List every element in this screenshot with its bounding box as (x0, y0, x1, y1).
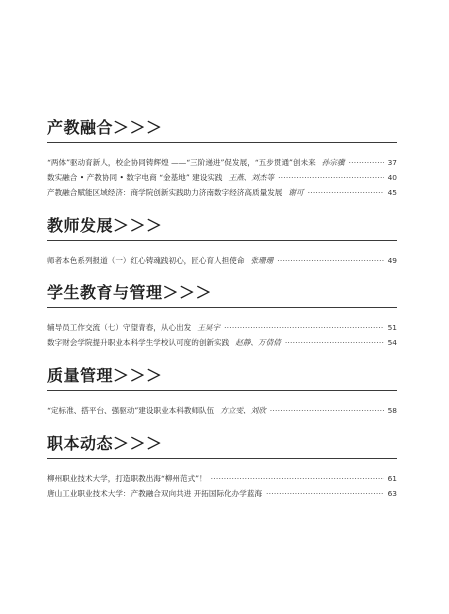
entry-author: 赵静、万倩倩 (235, 338, 281, 347)
section-title: 教师发展＞＞＞ (47, 216, 163, 235)
toc-entry[interactable] (47, 170, 397, 185)
entry-title: 数实融合 • 产教协同 • 数字电商 “金基地” 建设实践 (47, 173, 223, 182)
dot-leader (277, 253, 383, 268)
entry-title: “定标准、搭平台、强驱动”建设职业本科教师队伍 (47, 406, 215, 415)
toc-entry-list (47, 471, 397, 501)
entry-page-number: 51 (387, 323, 397, 332)
entry-page-number: 45 (387, 188, 397, 197)
section-title: 学生教育与管理＞＞＞ (47, 283, 213, 302)
section-industry-education (47, 118, 397, 200)
dot-leader (211, 471, 384, 486)
section-divider (47, 142, 397, 143)
section-title: 职本动态＞＞＞ (47, 434, 163, 453)
entry-author: 孙宗骥 (321, 158, 345, 167)
entry-title: 师者本色系列报道（一）红心铸魂践初心，匠心育人担使命 (47, 256, 245, 265)
section-divider (47, 240, 397, 241)
entry-author: 王昊宇 (197, 323, 221, 332)
section-divider (47, 458, 397, 459)
toc-entry-list (47, 320, 397, 350)
toc-entry-list (47, 253, 397, 268)
entry-page-number: 40 (387, 173, 397, 182)
toc-entry[interactable] (47, 253, 397, 268)
toc-entry[interactable] (47, 320, 397, 335)
entry-author: 王燕、刘杰等 (228, 173, 275, 182)
section-divider (47, 390, 397, 391)
entry-author: 张珊珊 (250, 256, 274, 265)
dot-leader (266, 486, 384, 501)
entry-title: 唐山工业职业技术大学：产教融合双向共进 开拓国际化办学蓝海 (47, 489, 263, 498)
section-teacher-development (47, 216, 397, 268)
toc-entry-list (47, 155, 397, 200)
entry-page-number: 58 (387, 406, 397, 415)
dot-leader (278, 170, 384, 185)
entry-page-number: 63 (387, 489, 397, 498)
toc-entry[interactable] (47, 185, 397, 200)
dot-leader (348, 155, 383, 170)
entry-page-number: 61 (387, 474, 397, 483)
entry-title: “两体”驱动育新人，校企协同铸辉煌 ——“三阶递进”促发展，“五步贯通”创未来 (47, 158, 316, 167)
section-vocational-news (47, 434, 397, 501)
section-title: 质量管理＞＞＞ (47, 366, 163, 385)
entry-author: 谢可 (288, 188, 304, 197)
section-quality-management (47, 366, 397, 418)
dot-leader (270, 403, 384, 418)
toc-entry[interactable] (47, 486, 397, 501)
toc-entry[interactable] (47, 471, 397, 486)
entry-author: 方立雯、刘欣 (220, 406, 266, 415)
entry-title: 辅导员工作交流（七）守望青春，从心出发 (47, 323, 192, 332)
dot-leader (308, 185, 384, 200)
entry-page-number: 49 (387, 256, 397, 265)
toc-entry[interactable] (47, 155, 397, 170)
section-divider (47, 307, 397, 308)
dot-leader (224, 320, 384, 335)
entry-title: 产教融合赋能区域经济：商学院创新实践助力济南数字经济高质量发展 (47, 188, 283, 197)
section-student-education (47, 283, 397, 350)
dot-leader (285, 335, 384, 350)
section-title: 产教融合＞＞＞ (47, 118, 163, 137)
toc-entry-list (47, 403, 397, 418)
toc-entry[interactable] (47, 335, 397, 350)
toc-entry[interactable] (47, 403, 397, 418)
entry-title: 柳州职业技术大学，打造职教出海“柳州范式”！ (47, 474, 207, 483)
entry-title: 数字财会学院提升职业本科学生学校认可度的创新实践 (47, 338, 230, 347)
entry-page-number: 37 (387, 158, 397, 167)
entry-page-number: 54 (387, 338, 397, 347)
